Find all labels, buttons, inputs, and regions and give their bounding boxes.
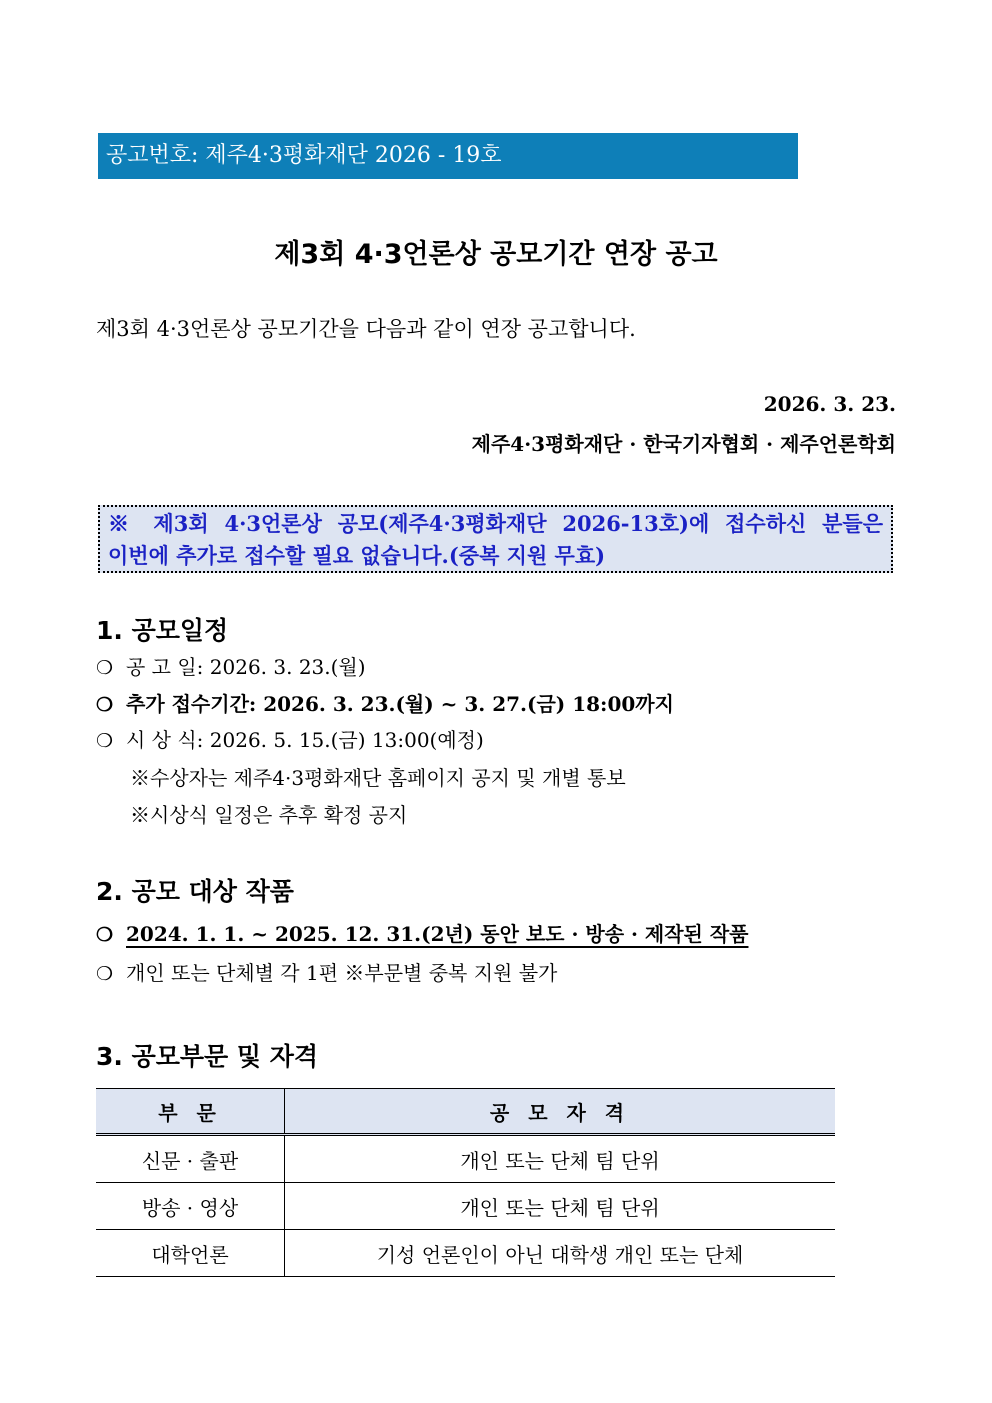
hollow-circle-icon: ❍ <box>96 924 114 946</box>
list-item-text: 공 고 일: 2026. 3. 23.(월) <box>126 655 366 679</box>
notice-number: 공고번호: 제주4·3평화재단 2026 - 19호 <box>106 143 502 168</box>
intro-text: 제3회 4·3언론상 공모기간을 다음과 같이 연장 공고합니다. <box>96 317 636 341</box>
table-row <box>96 1183 835 1230</box>
section-heading-categories: 3. 공모부문 및 자격 <box>96 1042 319 1071</box>
page-title: 제3회 4·3언론상 공모기간 연장 공고 <box>274 239 718 270</box>
notice-box <box>98 505 893 573</box>
list-item <box>96 651 366 680</box>
notice-line-1: ※ 제3회 4·3언론상 공모(제주4·3평화재단 2026-13호)에 접수하신 분들은 <box>108 511 883 536</box>
hollow-circle-icon: ❍ <box>96 963 114 985</box>
table-cell-eligibility: 개인 또는 단체 팀 단위 <box>285 1183 836 1230</box>
list-item-text: 2024. 1. 1. ~ 2025. 12. 31.(2년) 동안 보도 · 방송 · 제작된 작품 <box>126 922 749 946</box>
table-cell-eligibility: 기성 언론인이 아닌 대학생 개인 또는 단체 <box>285 1230 836 1277</box>
section-heading-eligible-works: 2. 공모 대상 작품 <box>96 877 294 906</box>
list-item-text: 추가 접수기간: 2026. 3. 23.(월) ~ 3. 27.(금) 18:00까지 <box>126 692 674 716</box>
table-row <box>96 1230 835 1277</box>
section-heading-schedule: 1. 공모일정 <box>96 616 229 645</box>
hollow-circle-icon: ❍ <box>96 657 114 679</box>
notice-line-2: 이번에 추가로 접수할 필요 없습니다.(중복 지원 무효) <box>108 543 606 568</box>
list-item <box>96 918 748 947</box>
table-row <box>96 1135 835 1183</box>
hollow-circle-icon: ❍ <box>96 730 114 752</box>
list-item-text: 시 상 식: 2026. 5. 15.(금) 13:00(예정) <box>126 728 484 752</box>
organizations: 제주4·3평화재단 · 한국기자협회 · 제주언론학회 <box>471 432 896 456</box>
list-item <box>96 724 484 753</box>
announcement-date: 2026. 3. 23. <box>763 392 896 416</box>
list-item <box>96 688 674 717</box>
table-cell-eligibility: 개인 또는 단체 팀 단위 <box>285 1135 836 1183</box>
table-cell-category: 신문 · 출판 <box>96 1135 285 1183</box>
note-awardee: ※수상자는 제주4·3평화재단 홈페이지 공지 및 개별 통보 <box>130 766 626 790</box>
table-header-category: 부 문 <box>96 1089 285 1135</box>
hollow-circle-icon: ❍ <box>96 694 114 716</box>
table-cell-category: 방송 · 영상 <box>96 1183 285 1230</box>
table-header-eligibility: 공 모 자 격 <box>285 1089 836 1135</box>
list-item <box>96 957 557 986</box>
categories-table <box>96 1088 835 1277</box>
table-cell-category: 대학언론 <box>96 1230 285 1277</box>
list-item-text: 개인 또는 단체별 각 1편 ※부문별 중복 지원 불가 <box>126 961 558 985</box>
table-header-row <box>96 1089 835 1135</box>
notice-number-banner <box>98 133 798 179</box>
note-ceremony: ※시상식 일정은 추후 확정 공지 <box>130 803 408 827</box>
